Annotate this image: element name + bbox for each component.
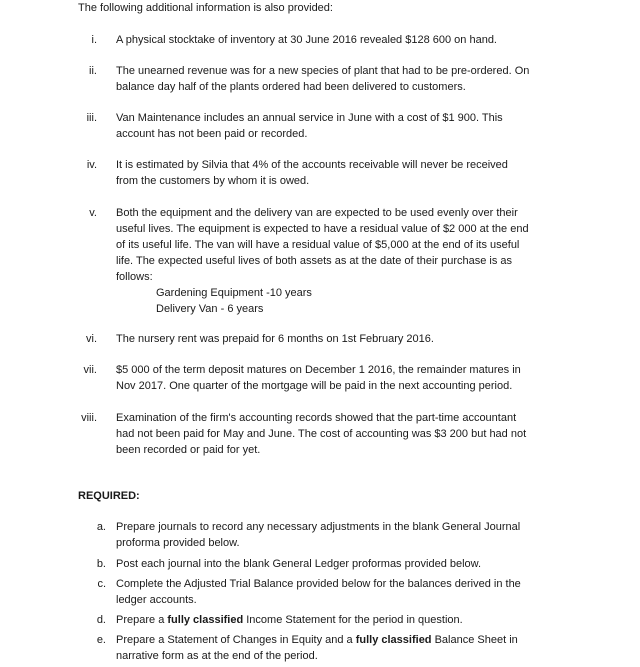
required-item-letter: b. xyxy=(96,558,106,570)
required-item-text: Prepare a fully classified Income Statement for the period in question. xyxy=(116,614,463,626)
item-text: A physical stocktake of inventory at 30 June 2016 revealed $128 600 on hand. xyxy=(116,34,497,46)
required-item-text: Complete the Adjusted Trial Balance provided below for the balances derived in the ledger accounts. xyxy=(116,578,521,606)
required-item-letter: c. xyxy=(97,578,106,590)
required-item-text: Prepare journals to record any necessary adjustments in the blank General Journal proforma provided below. xyxy=(116,521,521,549)
required-item-letter: e. xyxy=(96,634,106,646)
item-text: Van Maintenance includes an annual service in June with a cost of $1 900. This account has not been paid or recorded. xyxy=(116,112,503,140)
required-item-text: Post each journal into the blank General Ledger proformas provided below. xyxy=(116,558,482,570)
item-number: iv. xyxy=(86,159,97,171)
item-text: Examination of the firm's accounting records showed that the part-time accountant had not been paid for May and June. The cost of accounting was $3 200 but had not been recorded or paid for yet. xyxy=(116,412,527,456)
item-number: v. xyxy=(89,207,97,219)
intro-text: The following additional information is also provided: xyxy=(78,2,333,14)
emphasis-text: fully classified xyxy=(355,634,432,646)
item-number: viii. xyxy=(81,412,97,424)
required-heading: REQUIRED: xyxy=(78,490,140,502)
item-text: It is estimated by Silvia that 4% of the accounts receivable will never be received from the customers by whom it is owed. xyxy=(116,159,508,187)
item-number: vi. xyxy=(86,333,97,345)
item-text: The unearned revenue was for a new species of plant that had to be pre-ordered. On balance day half of the plants ordered had been delivered to customers. xyxy=(116,65,530,93)
item-text: The nursery rent was prepaid for 6 months on 1st February 2016. xyxy=(116,333,434,345)
required-item-letter: a. xyxy=(96,521,106,533)
item-number: i. xyxy=(91,34,97,46)
item-number: iii. xyxy=(86,112,97,124)
item-number: vii. xyxy=(83,364,97,376)
useful-life-line: Gardening Equipment -10 years xyxy=(156,287,312,299)
item-text: Both the equipment and the delivery van are expected to be used evenly over their useful lives. The equipment is expected to have a residual value of $2 000 at the end of its useful life. The van will have a residual value of $5,000 at the end of its useful life. The expected useful lives of both assets as at the date of their purchase is as follows: Gardening Equipment -10 years Delivery Van - 6 years xyxy=(116,205,568,317)
emphasis-text: fully classified xyxy=(167,614,244,626)
required-item-letter: d. xyxy=(96,614,106,626)
item-number: ii. xyxy=(89,65,97,77)
item-text: $5 000 of the term deposit matures on December 1 2016, the remainder matures in Nov 2017. One quarter of the mortgage will be paid in the next accounting period. xyxy=(116,364,521,392)
useful-life-line: Delivery Van - 6 years xyxy=(156,303,264,315)
required-item-text: Prepare a Statement of Changes in Equity and a fully classified Balance Sheet in narrative form as at the end of the period. xyxy=(116,634,518,662)
